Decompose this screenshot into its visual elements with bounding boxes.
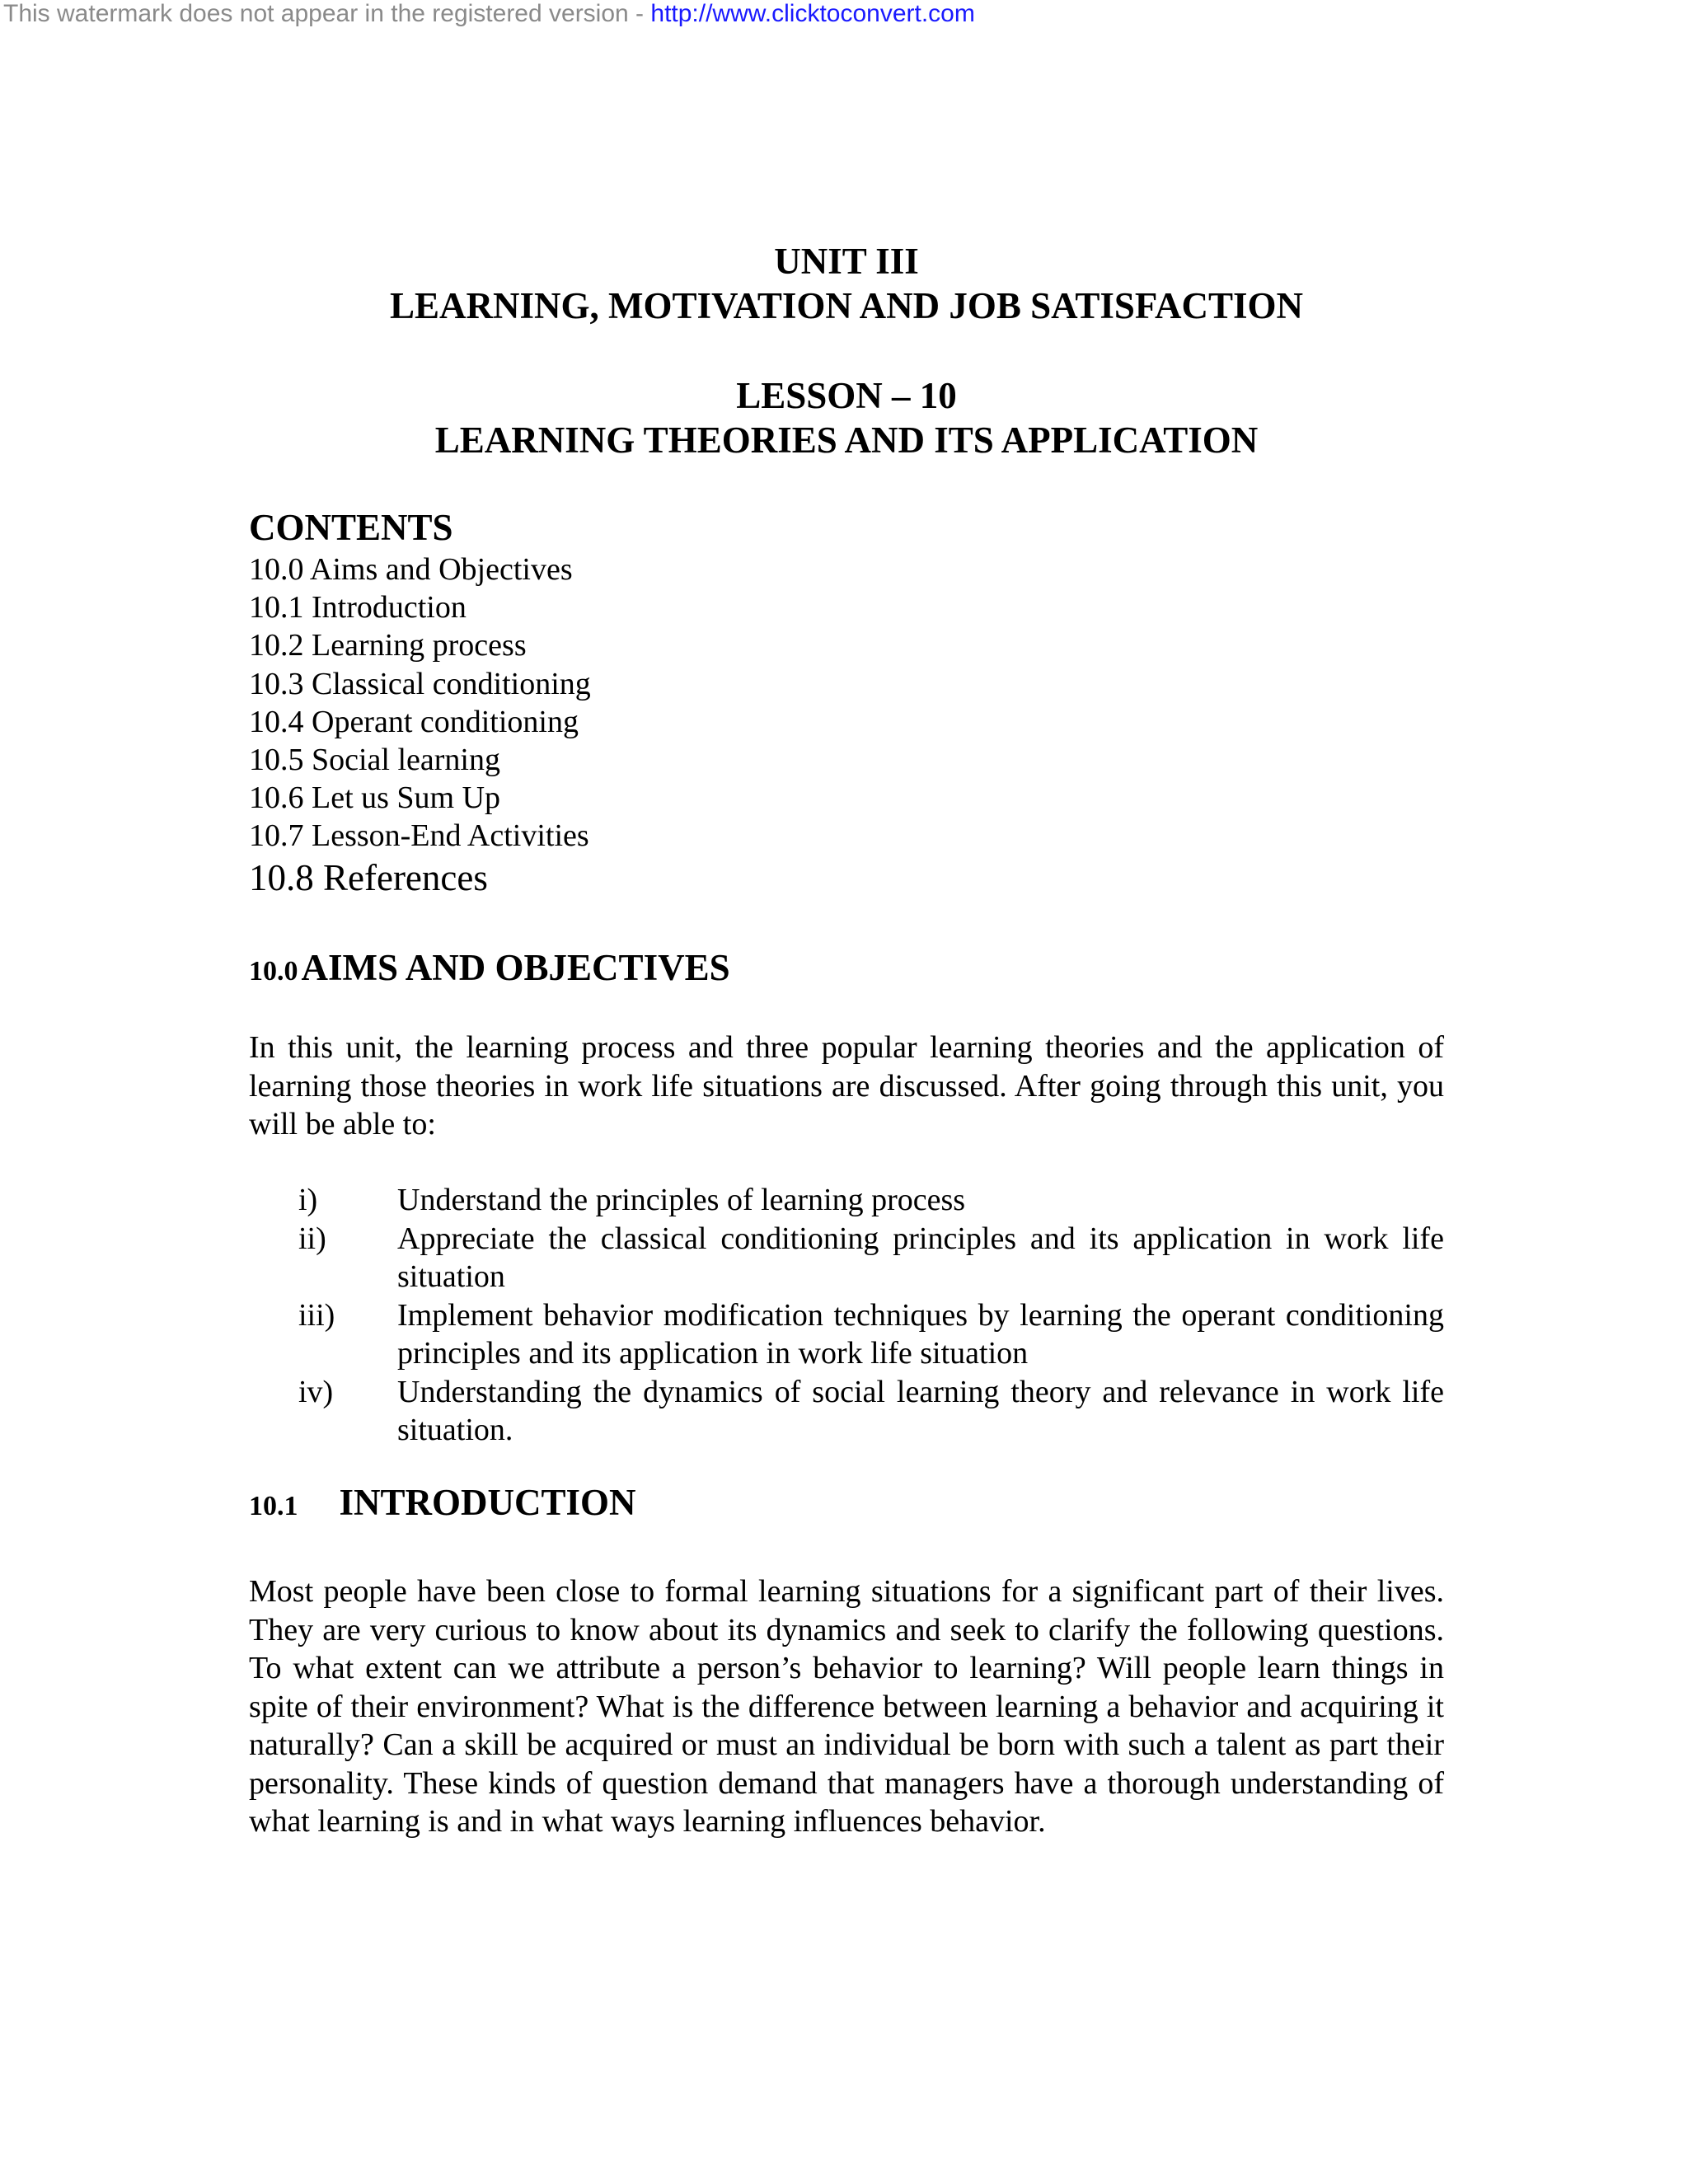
toc-item: 10.8 References <box>249 856 488 898</box>
unit-title: LEARNING, MOTIVATION AND JOB SATISFACTION <box>389 285 1304 326</box>
aims-heading <box>249 943 730 1001</box>
objective-text: Understanding the dynamics of social learning theory and relevance in work life situation. <box>397 1374 1444 1447</box>
watermark-link[interactable]: http://www.clicktoconvert.com <box>650 0 975 27</box>
objective-item <box>298 1220 1444 1296</box>
introduction-section-number: 10.1 <box>249 1491 298 1521</box>
watermark-banner <box>3 0 975 28</box>
toc-item: 10.5 Social learning <box>249 743 500 778</box>
lesson-label: LESSON – 10 <box>736 375 957 416</box>
contents-heading: CONTENTS <box>249 507 453 548</box>
objective-numeral: iii) <box>298 1297 335 1333</box>
objective-item <box>298 1181 1444 1220</box>
introduction-heading <box>249 1478 636 1536</box>
toc-item: 10.3 Classical conditioning <box>249 666 591 701</box>
aims-paragraph: In this unit, the learning process and three popular learning theories and the application of learning those theories in work life situations are discussed. After going through this unit, you will be able to: <box>249 1030 1444 1141</box>
unit-title-block <box>249 239 1444 328</box>
objective-numeral: ii) <box>298 1221 326 1256</box>
watermark-text: This watermark does not appear in the registered version - <box>3 0 651 27</box>
aims-section-title: AIMS AND OBJECTIVES <box>301 947 730 988</box>
objectives-list <box>298 1181 1444 1450</box>
toc-item: 10.7 Lesson-End Activities <box>249 818 589 854</box>
aims-section-number: 10.0 <box>249 956 298 987</box>
toc-item: 10.2 Learning process <box>249 628 527 663</box>
lesson-title: LEARNING THEORIES AND ITS APPLICATION <box>434 419 1259 461</box>
objective-text: Understand the principles of learning process <box>397 1183 966 1217</box>
toc-item: 10.1 Introduction <box>249 590 467 626</box>
toc-item: 10.6 Let us Sum Up <box>249 780 501 816</box>
toc-item: 10.4 Operant conditioning <box>249 704 579 739</box>
introduction-section-title: INTRODUCTION <box>339 1482 636 1523</box>
objective-numeral: iv) <box>298 1374 334 1409</box>
table-of-contents <box>249 551 591 900</box>
objective-text: Implement behavior modification techniques by learning the operant conditioning principles and its application in work life situation <box>397 1297 1444 1371</box>
unit-label: UNIT III <box>774 241 919 282</box>
toc-item: 10.0 Aims and Objectives <box>249 552 573 587</box>
introduction-paragraph: Most people have been close to formal learning situations for a significant part of their lives. They are very curious to know about its dynamics and seek to clarify the following questions. To what extent can we attribute a person’s behavior to learning? Will people learn things in spite of their environment? What is the difference between learning a behavior and acquiring it naturally? Can a skill be acquired or must an individual be born with such a talent as part their personality. These kinds of question demand that managers have a thorough understanding of what learning is and in what ways learning influences behavior. <box>249 1574 1444 1839</box>
objective-text: Appreciate the classical conditioning principles and its application in work life situation <box>397 1221 1444 1294</box>
objective-item <box>298 1373 1444 1450</box>
lesson-title-block <box>249 373 1444 462</box>
objective-item <box>298 1296 1444 1373</box>
objective-numeral: i) <box>298 1183 318 1217</box>
